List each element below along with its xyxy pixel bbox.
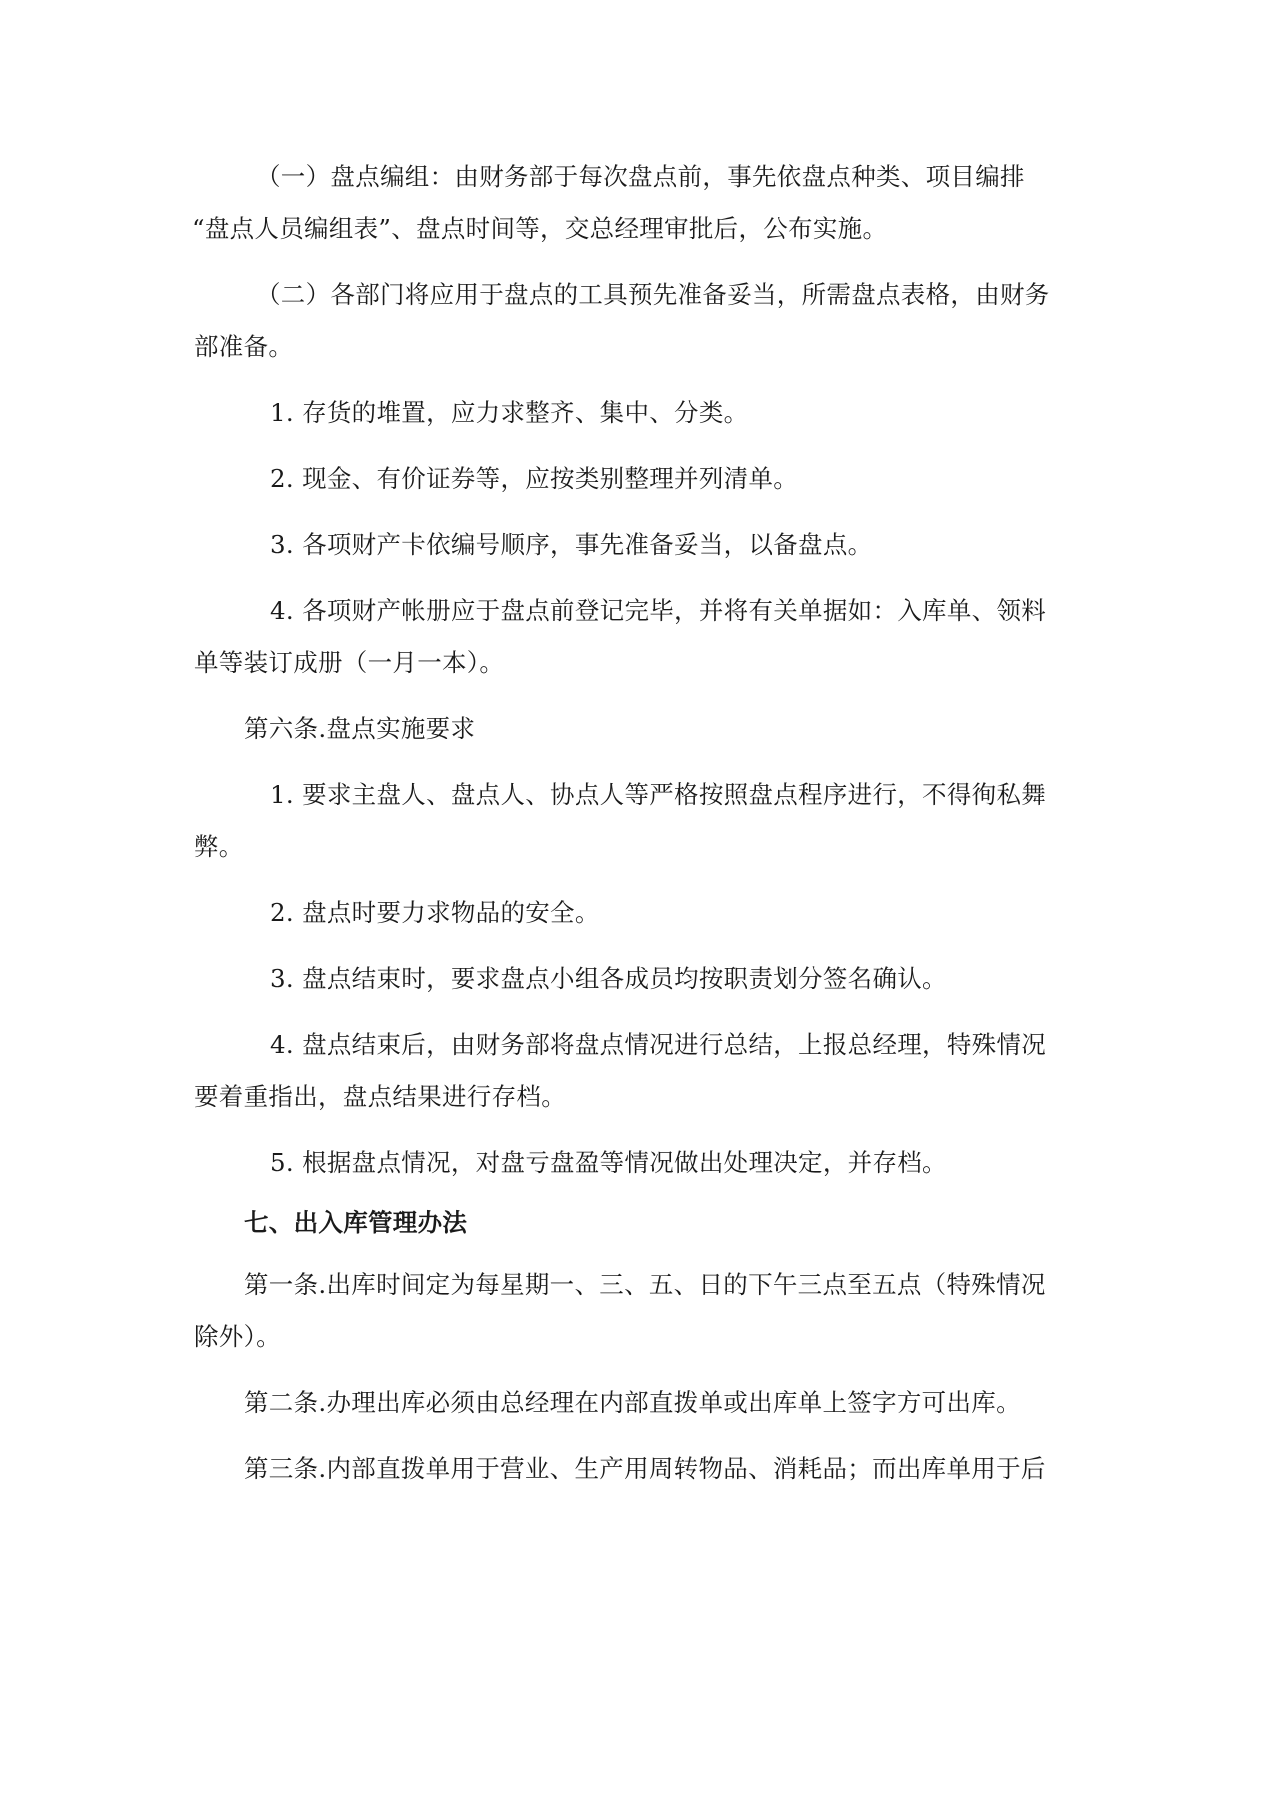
article-heading: 第六条.盘点实施要求	[244, 714, 476, 743]
text-line: （一）盘点编组：由财务部于每次盘点前，事先依盘点种类、项目编排	[256, 162, 1025, 191]
list-item: 3. 各项财产卡依编号顺序，事先准备妥当，以备盘点。	[270, 530, 873, 559]
list-item: 4. 各项财产帐册应于盘点前登记完毕，并将有关单据如：入库单、领料	[270, 596, 1047, 625]
list-item: 4. 盘点结束后，由财务部将盘点情况进行总结，上报总经理，特殊情况	[270, 1030, 1047, 1059]
text-line: （二）各部门将应用于盘点的工具预先准备妥当，所需盘点表格，由财务	[256, 280, 1050, 309]
list-item: 5. 根据盘点情况，对盘亏盘盈等情况做出处理决定，并存档。	[270, 1148, 947, 1177]
text-line: 除外）。	[194, 1322, 281, 1351]
text-line: 单等装订成册（一月一本）。	[194, 648, 505, 677]
list-item: 3. 盘点结束时，要求盘点小组各成员均按职责划分签名确认。	[270, 964, 947, 993]
article-text: 第三条.内部直拨单用于营业、生产用周转物品、消耗品；而出库单用于后	[244, 1454, 1046, 1483]
list-item: 1. 存货的堆置，应力求整齐、集中、分类。	[270, 398, 749, 427]
text-line: 部准备。	[194, 332, 294, 361]
text-line: 要着重指出，盘点结果进行存档。	[194, 1082, 566, 1111]
article-text: 第二条.办理出库必须由总经理在内部直拨单或出库单上签字方可出库。	[244, 1388, 1021, 1417]
list-item: 1. 要求主盘人、盘点人、协点人等严格按照盘点程序进行，不得徇私舞	[270, 780, 1047, 809]
text-line: 弊。	[194, 832, 244, 861]
article-text: 第一条.出库时间定为每星期一、三、五、日的下午三点至五点（特殊情况	[244, 1270, 1046, 1299]
list-item: 2. 盘点时要力求物品的安全。	[270, 898, 600, 927]
section-heading: 七、出入库管理办法	[244, 1208, 468, 1237]
list-item: 2. 现金、有价证券等，应按类别整理并列清单。	[270, 464, 799, 493]
text-line: “盘点人员编组表”、盘点时间等，交总经理审批后，公布实施。	[192, 214, 888, 243]
